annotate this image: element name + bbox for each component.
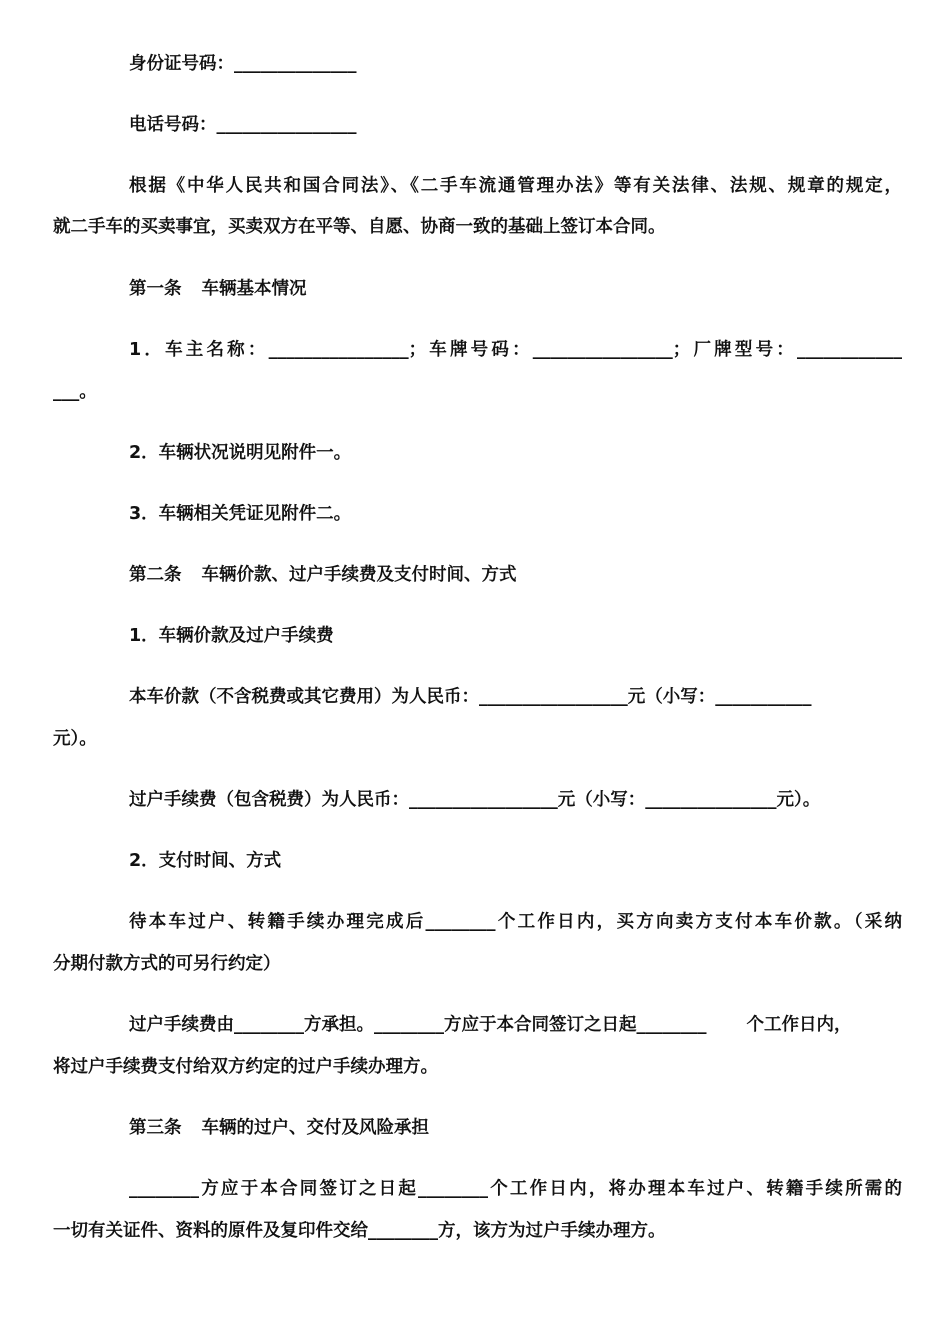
article-2-title: 车辆价款、过户手续费及支付时间、方式 (201, 565, 517, 585)
id-number-blank: ______________ (234, 54, 357, 74)
owner-info-line-1: 1．车主名称：________________；车牌号码：________________；厂牌型号：____________ (129, 340, 902, 360)
preamble-line-1: 根据《中华人民共和国合同法》、《二手车流通管理办法》等有关法律、法规、规章的规定， (129, 176, 902, 196)
article-1-heading (129, 277, 902, 301)
payment-line-2: 分期付款方式的可另行约定） (53, 954, 281, 974)
preamble-line-2: 就二手车的买卖事宜，买卖双方在平等、自愿、协商一致的基础上签订本合同。 (53, 217, 666, 237)
payment-line-1: 待本车过户、转籍手续办理完成后________个工作日内，买方向卖方支付本车价款。（采纳 (129, 912, 902, 932)
fee-bearer-text-end: 个工作日内， (746, 1015, 852, 1035)
article-1-number: 第一条 (129, 279, 182, 299)
price-line-2: 元）。 (53, 729, 97, 749)
transfer-line-1: ________方应于本合同签订之日起________个工作日内，将办理本车过户、转籍手续所需的 (129, 1179, 902, 1199)
fee-bearer-line-1 (129, 1013, 902, 1037)
id-number-line (129, 52, 902, 76)
transfer-fee-line: 过户手续费（包含税费）为人民币：_________________元（小写：_______________元）。 (129, 790, 821, 810)
article-1-title: 车辆基本情况 (201, 279, 307, 299)
article-3-heading (129, 1116, 902, 1140)
owner-info-line-2: ___。 (53, 382, 97, 402)
fee-bearer-line-2: 将过户手续费支付给双方约定的过户手续办理方。 (53, 1057, 438, 1077)
phone-number-blank: ________________ (216, 115, 357, 135)
subsection-price-fee: 1．车辆价款及过户手续费 (129, 626, 334, 646)
price-line-1: 本车价款（不含税费或其它费用）为人民币：_________________元（小写：___________ (129, 687, 812, 707)
phone-number-label: 电话号码： (129, 115, 217, 135)
transfer-line-2: 一切有关证件、资料的原件及复印件交给________方，该方为过户手续办理方。 (53, 1221, 666, 1241)
id-number-label: 身份证号码： (129, 54, 234, 74)
phone-number-line (129, 113, 902, 137)
article-2-number: 第二条 (129, 565, 182, 585)
subsection-payment: 2．支付时间、方式 (129, 851, 282, 871)
article-2-heading (129, 563, 902, 587)
item-vehicle-condition: 2．车辆状况说明见附件一。 (129, 443, 352, 463)
article-3-title: 车辆的过户、交付及风险承担 (201, 1118, 429, 1138)
fee-bearer-text: 过户手续费由________方承担。________方应于本合同签订之日起________ (129, 1015, 707, 1035)
item-vehicle-documents: 3．车辆相关凭证见附件二。 (129, 504, 352, 524)
article-3-number: 第三条 (129, 1118, 182, 1138)
